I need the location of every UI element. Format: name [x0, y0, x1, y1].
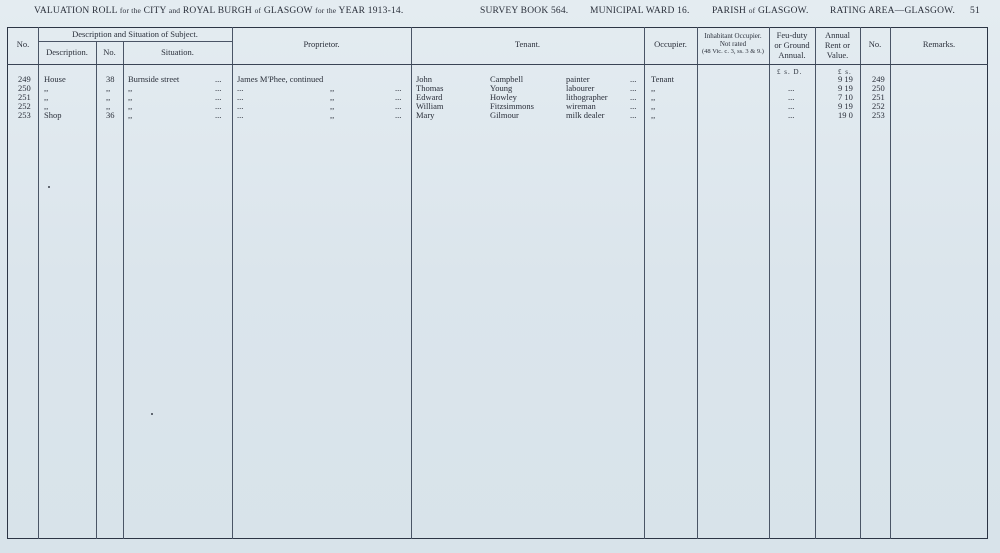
- row-tenant-dots: ...: [630, 74, 637, 84]
- row-situation-dots: ...: [215, 74, 222, 84]
- header-small-text: of: [254, 6, 262, 15]
- header-year: YEAR 1913-14.: [338, 6, 404, 16]
- row-number-right: 249: [872, 74, 885, 84]
- col-header-feu-2: or Ground: [774, 40, 810, 50]
- row-description: ,,: [44, 92, 49, 102]
- rent-units: £ s.: [838, 68, 852, 76]
- row-tenant-occupation: milk dealer: [566, 110, 605, 120]
- row-tenant-first-name: Thomas: [416, 83, 444, 93]
- column-rule: [411, 27, 412, 539]
- row-situation-dots: ...: [215, 92, 222, 102]
- row-proprietor-ditto: ,,: [330, 110, 335, 120]
- col-header-situation: Situation.: [161, 47, 194, 57]
- row-number: 253: [18, 110, 31, 120]
- row-number: 249: [18, 74, 31, 84]
- row-number: 252: [18, 101, 31, 111]
- row-number: 251: [18, 92, 31, 102]
- row-situation: ,,: [128, 110, 133, 120]
- row-house-number: 36: [106, 110, 115, 120]
- row-proprietor-ditto: ,,: [330, 83, 335, 93]
- row-situation-dots: ...: [215, 101, 222, 111]
- row-number: 250: [18, 83, 31, 93]
- paper-speck: [48, 186, 50, 188]
- col-header-proprietor: Proprietor.: [303, 39, 340, 49]
- row-tenant-first-name: Edward: [416, 92, 443, 102]
- row-tenant-occupation: painter: [566, 74, 590, 84]
- row-occupier: ,,: [651, 83, 656, 93]
- row-proprietor-dots: ...: [395, 110, 402, 120]
- col-header-rent-1: Annual: [824, 30, 851, 40]
- col-header-occupier: Occupier.: [654, 39, 687, 49]
- header-rule: [7, 64, 988, 65]
- municipal-ward: MUNICIPAL WARD 16.: [590, 6, 690, 16]
- page-header: [0, 4, 1000, 20]
- row-situation: ,,: [128, 101, 133, 111]
- row-description: ,,: [44, 83, 49, 93]
- col-header-inhabitant-1: Inhabitant Occupier.: [704, 32, 762, 40]
- row-proprietor-ditto: ,,: [330, 101, 335, 111]
- col-header-remarks: Remarks.: [922, 39, 956, 49]
- row-annual-rent: 19 0: [838, 110, 853, 120]
- row-situation: ,,: [128, 83, 133, 93]
- parish-name: GLASGOW.: [757, 6, 809, 16]
- row-annual-rent: 7 10: [838, 92, 853, 102]
- header-left: [34, 6, 403, 16]
- col-header-description-group: Description and Situation of Subject.: [72, 29, 198, 39]
- column-rule: [232, 27, 233, 539]
- col-header-inhabitant-2: Not rated: [719, 40, 747, 48]
- column-rule: [123, 42, 124, 539]
- header-small-text: of: [748, 6, 756, 15]
- rating-area: RATING AREA—GLASGOW.: [830, 6, 956, 16]
- header-subrule: [38, 41, 232, 42]
- row-occupier: ,,: [651, 101, 656, 111]
- column-rule: [769, 27, 770, 539]
- row-proprietor-dots: ...: [395, 92, 402, 102]
- row-description: House: [44, 74, 66, 84]
- row-number-right: 252: [872, 101, 885, 111]
- col-header-feu-3: Annual.: [778, 50, 806, 60]
- col-header-description: Description.: [46, 47, 88, 57]
- row-feu: ...: [788, 92, 795, 102]
- header-glasgow: GLASGOW: [263, 6, 313, 16]
- column-rule: [697, 27, 698, 539]
- col-header-tenant: Tenant.: [514, 39, 541, 49]
- header-city: CITY: [143, 6, 167, 16]
- header-valuation-roll: VALUATION ROLL: [34, 6, 118, 16]
- row-proprietor-ditto: ,,: [330, 92, 335, 102]
- row-feu: ...: [788, 110, 795, 120]
- row-number-right: 251: [872, 92, 885, 102]
- col-header-no: No.: [16, 39, 30, 49]
- column-rule: [890, 27, 891, 539]
- row-description: Shop: [44, 110, 62, 120]
- row-number-right: 253: [872, 110, 885, 120]
- row-annual-rent: 9 19: [838, 101, 853, 111]
- row-annual-rent: 9 19: [838, 83, 853, 93]
- row-tenant-first-name: John: [416, 74, 433, 84]
- row-proprietor: James M'Phee, continued: [237, 74, 324, 84]
- row-description: ,,: [44, 101, 49, 111]
- col-header-rent-2: Rent or: [824, 40, 851, 50]
- col-header-desc-no: No.: [103, 47, 116, 57]
- column-rule: [860, 27, 861, 539]
- col-header-no2: No.: [868, 39, 882, 49]
- header-small-text: for the: [315, 6, 337, 15]
- row-house-number: 38: [106, 74, 115, 84]
- row-feu: ...: [788, 83, 795, 93]
- row-number-right: 250: [872, 83, 885, 93]
- row-tenant-first-name: William: [416, 101, 444, 111]
- row-proprietor-dots: ...: [395, 101, 402, 111]
- survey-book: SURVEY BOOK 564.: [480, 6, 569, 16]
- parish: [712, 6, 809, 16]
- row-tenant-dots: ...: [630, 83, 637, 93]
- parish-label: PARISH: [712, 6, 747, 16]
- row-tenant-first-name: Mary: [416, 110, 435, 120]
- row-tenant-dots: ...: [630, 101, 637, 111]
- row-situation: ,,: [128, 92, 133, 102]
- row-situation-dots: ...: [215, 110, 222, 120]
- row-tenant-occupation: lithographer: [566, 92, 608, 102]
- row-tenant-surname: Howley: [490, 92, 517, 102]
- column-rule: [38, 27, 39, 539]
- row-proprietor: ...: [237, 92, 244, 102]
- row-situation-dots: ...: [215, 83, 222, 93]
- row-house-number: ,,: [106, 92, 111, 102]
- paper-speck: [151, 413, 153, 415]
- row-occupier: ,,: [651, 110, 656, 120]
- row-proprietor: ...: [237, 110, 244, 120]
- header-royal-burgh: ROYAL BURGH: [182, 6, 252, 16]
- page-number: 51: [970, 6, 980, 16]
- row-proprietor: ...: [237, 101, 244, 111]
- row-occupier: Tenant: [651, 74, 675, 84]
- row-tenant-dots: ...: [630, 92, 637, 102]
- row-annual-rent: 9 19: [838, 74, 853, 84]
- row-proprietor: ...: [237, 83, 244, 93]
- row-proprietor-dots: ...: [395, 83, 402, 93]
- row-tenant-surname: Campbell: [490, 74, 524, 84]
- column-rule: [815, 27, 816, 539]
- row-tenant-occupation: wireman: [566, 101, 596, 111]
- row-feu: ...: [788, 101, 795, 111]
- header-small-text: and: [168, 6, 181, 15]
- row-house-number: ,,: [106, 83, 111, 93]
- row-tenant-dots: ...: [630, 110, 637, 120]
- row-tenant-surname: Gilmour: [490, 110, 519, 120]
- col-header-rent-3: Value.: [826, 50, 849, 60]
- header-small-text: for the: [119, 6, 142, 15]
- row-tenant-occupation: labourer: [566, 83, 595, 93]
- row-house-number: ,,: [106, 101, 111, 111]
- feu-units: £ s. D.: [777, 68, 803, 76]
- col-header-feu-1: Feu-duty: [776, 30, 808, 40]
- row-tenant-surname: Fitzsimmons: [490, 101, 534, 111]
- row-tenant-surname: Young: [490, 83, 513, 93]
- column-rule: [96, 42, 97, 539]
- row-situation: Burnside street: [128, 74, 180, 84]
- row-occupier: ,,: [651, 92, 656, 102]
- column-rule: [644, 27, 645, 539]
- col-header-inhabitant-3: (48 Vic. c. 3, ss. 3 & 9.): [702, 48, 764, 55]
